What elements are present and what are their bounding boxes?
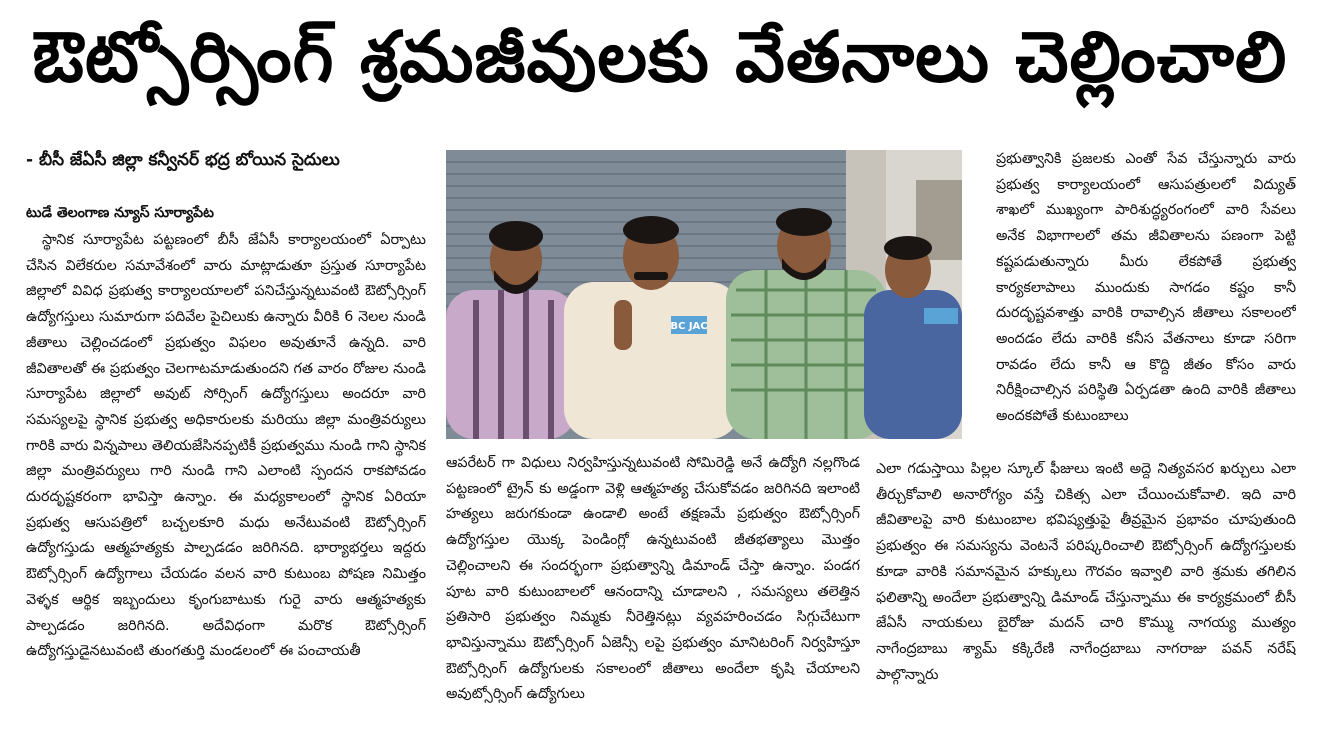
dateline: టుడే తెలంగాణ న్యూస్ సూర్యాపేట [26, 205, 214, 221]
headline: ఔట్సోర్సింగ్ శ్రమజీవులకు వేతనాలు చెల్లించాలి [32, 15, 1288, 98]
article-column-3-bottom: ఎలా గడుస్తాయి పిల్లల స్కూల్ ఫీజులు ఇంటి అద్దె నిత్యవసర ఖర్చులు ఎలా తీర్చుకోవాలి అనారోగ్యం వస్తే చికిత్స ఎలా చేయించుకోవాలి. ఇది వారి జీవితాలపై వారి కుటుంబాల భవిష్యత్తుపై తీవ్రమైన ప్రభావం చూపుతుంది ప్రభుత్వం ఈ సమస్యను వెంటనే పరిష్కరించాలి ఔట్సోర్సింగ్ ఉద్యోగస్తులకు కూడా వారికి సమానమైన హక్కులు గౌరవం ఇవ్వాలి వారి శ్రమకు తగిలిన ఫలితాన్ని అందేలా ప్రభుత్వాన్ని డిమాండ్ చేస్తున్నాము ఈ కార్యక్రమంలో బీసీ జేఏసీ నాయకులు బైరోజు మదన్ చారి కొమ్ము నాగయ్య ముత్యం నాగేంద్రబాబు శ్యామ్ కక్కిరేణి నాగేంద్రబాబు నాగరాజు పవన్ నరేష్ పాల్గొన్నారు [876, 461, 1296, 683]
article-column-2: ఆపరేటర్ గా విధులు నిర్వహిస్తున్నటువంటి సోమిరెడ్డి అనే ఉద్యోగి నల్లగొండ పట్టణంలో ట్రైన్ కు అడ్డంగా వెళ్లి ఆత్మహత్య చేసుకోవడం జరిగినది ఇలాంటి హత్యలు జరుగకుండా ఉండాలి అంటే తక్షణమే ప్రభుత్వం ఔట్సోర్సింగ్ ఉద్యోగస్తుల యొక్క పెండింగ్లో ఉన్నటువంటి జీతభత్యాలు మొత్తం చెల్లించాలని ఈ సందర్భంగా ప్రభుత్వాన్ని డిమాండ్ చేస్తా ఉన్నాం. పండగ పూట వారి కుటుంబాలలో ఆనందాన్ని చూడాలని , సమస్యలు తలెత్తిన ప్రతిసారి ప్రభుత్వం నిమ్మకు నీరెత్తినట్లు వ్యవహరించడం సిగ్గుచేటుగా భావిస్తున్నాము ఔట్సోర్సింగ్ ఏజెన్సీ లపై ప్రభుత్వం మానిటరింగ్ నిర్వహిస్తూ ఔట్సోర్సింగ్ ఉద్యోగులకు సకాలంలో జీతాలు అందేలా కృషి చేయాలని అవుట్సోర్సింగ్ ఉద్యోగులు [446, 455, 860, 703]
byline: - బీసీ జేఏసీ జిల్లా కన్వీనర్ భద్ర బోయిన సైదులు [26, 150, 340, 170]
article-column-3-top: ప్రభుత్వానికి ప్రజలకు ఎంతో సేవ చేస్తున్నారు వారు ప్రభుత్వ కార్యాలయంలో ఆసుపత్రులలో విద్యుత్ శాఖలో ముఖ్యంగా పారిశుద్ధ్యరంగంలో వారి సేవలు అనేక విభాగాలలో తమ జీవితాలను పణంగా పెట్టి కష్టపడుతున్నారు మీరు లేకపోతే ప్రభుత్వ కార్యకలాపాలు ముందుకు సాగడం కష్టం కానీ దురదృష్టవశాత్తు వారికి రావాల్సిన జీతాలు సకాలంలో అందడం లేదు వారికి కనీస వేతనాలు కూడా సరిగా రావడం లేదు కానీ ఆ కొద్ది జీతం కోసం వారు నిరీక్షించాల్సిన పరిస్థితి ఏర్పడతా ఉంది వారికి జీతాలు అందకపోతే కుటుంబాలు [996, 151, 1296, 425]
article-column-1: స్థానిక సూర్యాపేట పట్టణంలో బీసీ జేఏసీ కార్యాలయంలో ఏర్పాటు చేసిన విలేకరుల సమావేశంలో వారు మాట్లాడుతూ ప్రస్తుత సూర్యాపేట జిల్లాలో వివిధ ప్రభుత్వ కార్యాలయాలలో పనిచేస్తున్నటువంటి ఔట్సోర్సింగ్ ఉద్యోగస్తులు సుమారుగా పదివేల పైచిలుకు ఉన్నారు వీరికి 6 నెలల నుండి జీతాలు చెల్లించడంలో ప్రభుత్వం విఫలం అవుతూనే ఉన్నది. వారి జీవితాలతో ఈ ప్రభుత్వం చెలగాటమాడుతుందని గత వారం రోజుల నుండి సూర్యాపేట జిల్లాలో అవుట్ సోర్సింగ్ ఉద్యోగస్తులు అందరూ వారి సమస్యలపై స్థానిక ప్రభుత్వ అధికారులకు మరియు జిల్లా మంత్రివర్యులు గారికి వారు విన్నపాలు తెలియజేసినప్పటికీ ప్రభుత్వము నుండి గాని స్థానిక జిల్లా మంత్రివర్యులు గారి నుండి గాని ఎలాంటి స్పందన రాకపోవడం దురదృష్టకరంగా భావిస్తా ఉన్నాం. ఈ మధ్యకాలంలో స్థానిక ఏరియా ప్రభుత్వ ఆసుపత్రిలో బచ్చలకూరి మధు అనేటువంటి ఔట్సోర్సింగ్ ఉద్యోగస్తుడు ఆత్మహత్యకు పాల్పడడం జరిగినది. భార్యాభర్తలు ఇద్దరు ఔట్సోర్సింగ్ ఉద్యోగాలు చేయడం వలన వారి కుటుంబ పోషణ నిమిత్తం వెళ్ళక ఆర్థిక ఇబ్బందులు కృంగుబాటుకు గురై వారు ఆత్మహత్యకు పాల్పడడం జరిగినది. అదేవిధంగా మరొక ఔట్సోర్సింగ్ ఉద్యోగస్తుడైనటువంటి తుంగతుర్తి మండలంలో ఈ పంచాయతీ [26, 232, 426, 660]
badge-text: BC JAC [670, 321, 708, 332]
news-photo [446, 150, 962, 439]
